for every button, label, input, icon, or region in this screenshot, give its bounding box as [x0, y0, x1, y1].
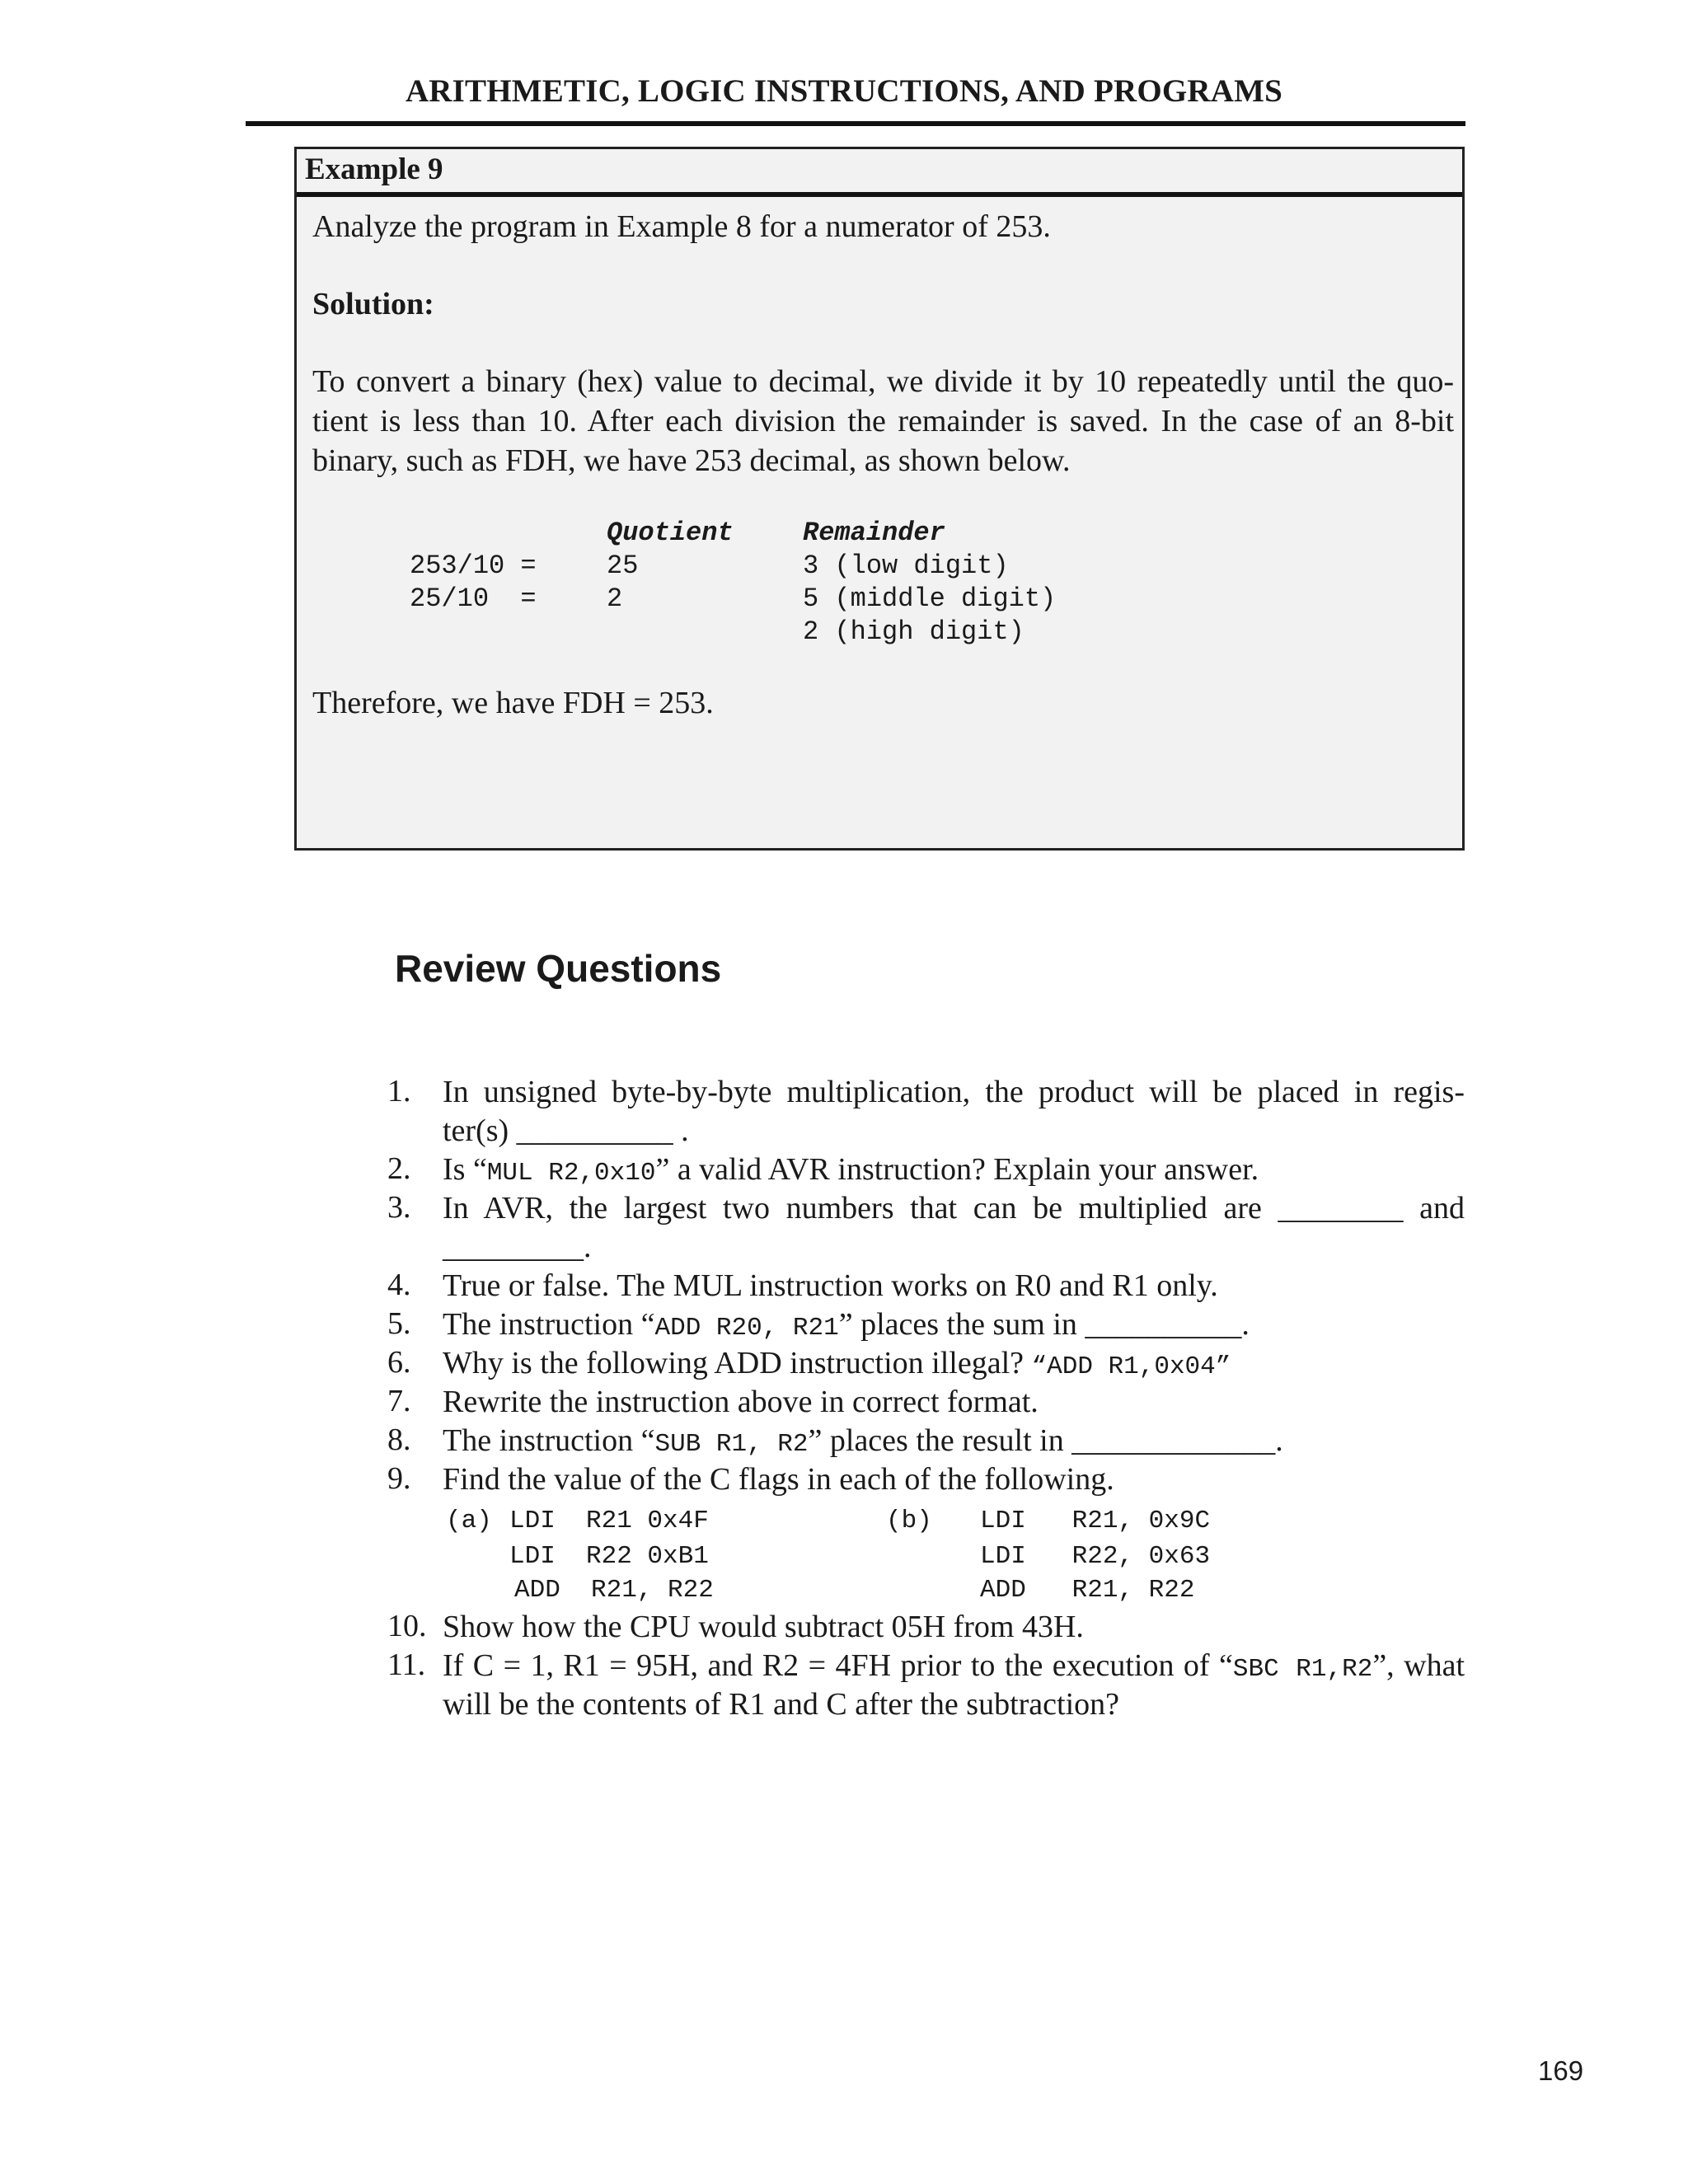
example-title: Example 9 — [305, 152, 443, 186]
q9-text: Find the value of the C flags in each of the following. — [443, 1462, 1114, 1497]
table-row-1-expr: 253/10 = — [410, 551, 537, 581]
q11-line-2: will be the contents of R1 and C after the subtraction? — [443, 1687, 1119, 1722]
solution-para-line-2: tient is less than 10. After each division the remainder is saved. In the case of an 8-bit — [312, 404, 1454, 438]
q5-text — [443, 1305, 1465, 1347]
q9-b-label: (b) — [886, 1507, 932, 1535]
q9-a-line-2: LDI R22 0xB1 — [509, 1542, 709, 1571]
table-row-3-remainder: 2 (high digit) — [803, 616, 1025, 647]
table-row-2-expr: 25/10 = — [410, 583, 537, 614]
q2-number: 2. — [387, 1151, 411, 1186]
q5-number: 5. — [387, 1306, 411, 1341]
q9-a-line-3: ADD R21, R22 — [514, 1576, 714, 1605]
table-head-quotient: Quotient — [607, 518, 734, 548]
q3-line-1: In AVR, the largest two numbers that can be multiplied are ________ and — [443, 1191, 1465, 1226]
q11-number: 11. — [387, 1647, 426, 1682]
q4-text: True or false. The MUL instruction works on R0 and R1 only. — [443, 1268, 1218, 1303]
q11-code: SBC R1,R2 — [1232, 1655, 1373, 1684]
q1-number: 1. — [387, 1074, 411, 1108]
q2-text — [443, 1151, 1465, 1193]
q9-b-line-1: LDI R21, 0x9C — [980, 1507, 1211, 1535]
q11-line-1 — [443, 1647, 1465, 1689]
q3-number: 3. — [387, 1190, 411, 1225]
page-number: 169 — [1538, 2055, 1584, 2086]
q9-number: 9. — [387, 1461, 411, 1496]
q10-text: Show how the CPU would subtract 05H from 43H. — [443, 1610, 1084, 1644]
q11-post: ”, what — [1372, 1648, 1465, 1683]
q4-number: 4. — [387, 1268, 411, 1302]
q2-pre: Is “ — [443, 1152, 487, 1187]
q10-number: 10. — [387, 1609, 427, 1643]
example-conclusion: Therefore, we have FDH = 253. — [312, 686, 714, 720]
q8-pre: The instruction “ — [443, 1423, 655, 1458]
example-box — [294, 147, 1465, 851]
table-row-1-quotient: 25 — [607, 551, 639, 581]
q9-a-label: (a) — [446, 1507, 492, 1535]
q5-post: ” places the sum in __________. — [838, 1307, 1250, 1342]
q9-a-line-1: LDI R21 0x4F — [509, 1507, 709, 1535]
q5-code: ADD R20, R21 — [654, 1314, 839, 1343]
q7-text: Rewrite the instruction above in correct format. — [443, 1385, 1039, 1419]
q8-text — [443, 1422, 1465, 1464]
q7-number: 7. — [387, 1384, 411, 1418]
example-title-bar — [297, 149, 1462, 197]
table-row-2-remainder: 5 (middle digit) — [803, 583, 1057, 614]
table-head-remainder: Remainder — [803, 518, 945, 548]
q8-code: SUB R1, R2 — [654, 1430, 809, 1459]
table-row-2-quotient: 2 — [607, 583, 623, 614]
solution-para-line-3: binary, such as FDH, we have 253 decimal, as shown below. — [312, 443, 1071, 478]
header-rule — [246, 121, 1465, 126]
q8-number: 8. — [387, 1422, 411, 1457]
q3-line-2: _________. — [443, 1230, 592, 1264]
table-row-1-remainder: 3 (low digit) — [803, 551, 1009, 581]
q1-line-1: In unsigned byte-by-byte multiplication, the product will be placed in regis- — [443, 1075, 1465, 1109]
q5-pre: The instruction “ — [443, 1307, 655, 1342]
q6-code: “ADD R1,0x04” — [1031, 1352, 1231, 1381]
q6-number: 6. — [387, 1345, 411, 1380]
q2-code: MUL R2,0x10 — [486, 1159, 656, 1188]
q2-post: ” a valid AVR instruction? Explain your answer. — [655, 1152, 1259, 1187]
q6-pre: Why is the following ADD instruction illegal? — [443, 1346, 1032, 1380]
solution-para-line-1: To convert a binary (hex) value to decimal, we divide it by 10 repeatedly until the quo- — [312, 364, 1454, 399]
solution-label: Solution: — [312, 287, 434, 321]
q9-b-line-3: ADD R21, R22 — [980, 1576, 1195, 1605]
review-questions-heading: Review Questions — [395, 947, 722, 990]
running-header: ARITHMETIC, LOGIC INSTRUCTIONS, AND PROGRAMS — [405, 73, 1283, 109]
q9-b-line-2: LDI R22, 0x63 — [980, 1542, 1211, 1571]
q8-post: ” places the result in _____________. — [808, 1423, 1283, 1458]
example-prompt: Analyze the program in Example 8 for a numerator of 253. — [312, 209, 1051, 244]
q6-text — [443, 1344, 1465, 1386]
q1-line-2: ter(s) __________ . — [443, 1113, 689, 1148]
q11-pre: If C = 1, R1 = 95H, and R2 = 4FH prior to the execution of “ — [443, 1648, 1233, 1683]
